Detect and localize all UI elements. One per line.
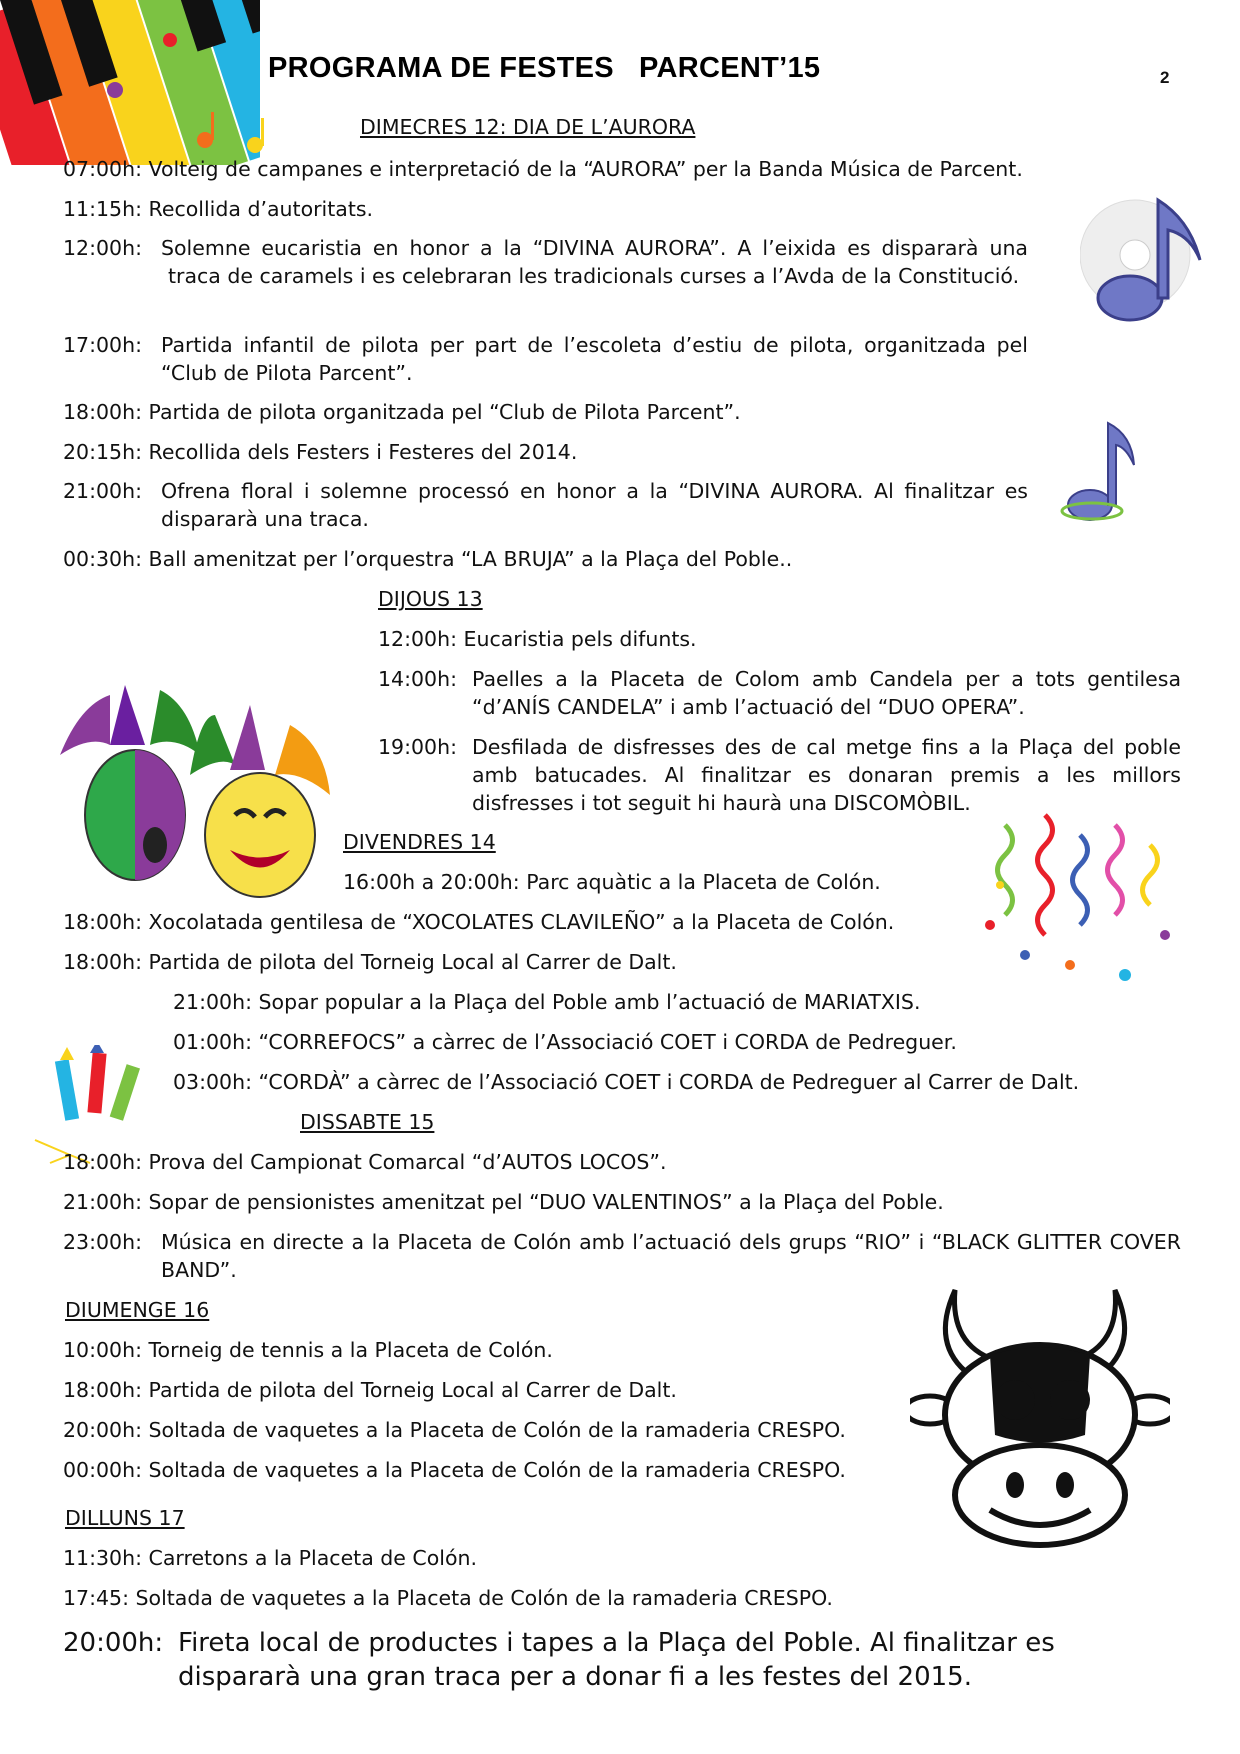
- item-time: 12:00h:: [63, 236, 142, 260]
- item-text: Ofrena floral i solemne processó en honor a la “DIVINA AURORA. Al finalitzar es dispararà una traca.: [161, 479, 1028, 531]
- schedule-item: [378, 665, 1181, 721]
- item-text: Torneig de tennis a la Placeta de Colón.: [148, 1338, 553, 1362]
- item-text: Soltada de vaquetes a la Placeta de Colón de la ramaderia CRESPO.: [148, 1458, 846, 1482]
- item-time: 14:00h:: [378, 667, 457, 691]
- schedule-item: [63, 398, 1063, 426]
- item-time: 21:00h:: [63, 1190, 142, 1214]
- item-text: Eucaristia pels difunts.: [463, 627, 697, 651]
- schedule-item: [63, 1336, 903, 1364]
- schedule-item: [378, 625, 1178, 653]
- schedule-item: [63, 908, 973, 936]
- item-text: Desfilada de disfresses des de cal metge fins a la Plaça del poble amb batucades. Al finalitzar es donaran premis a les millors disfresses i tot seguit hi haurà una DISCOMÒBIL.: [472, 735, 1181, 815]
- item-time: 23:00h:: [63, 1230, 142, 1254]
- schedule-item: [63, 1188, 1063, 1216]
- item-time: 17:45:: [63, 1586, 129, 1610]
- item-text: Partida de pilota del Torneig Local al Carrer de Dalt.: [148, 950, 677, 974]
- item-time: 19:00h:: [378, 735, 457, 759]
- schedule-item: [63, 331, 1028, 387]
- fireworks-image: [30, 1045, 150, 1165]
- item-time: 16:00h a 20:00h:: [343, 870, 520, 894]
- item-text: Soltada de vaquetes a la Placeta de Colón de la ramaderia CRESPO.: [148, 1418, 846, 1442]
- schedule-item: [63, 155, 1103, 183]
- item-text: Partida de pilota del Torneig Local al Carrer de Dalt.: [148, 1378, 677, 1402]
- item-text: Partida infantil de pilota per part de l’escoleta d’estiu de pilota, organitzada pel “Club de Pilota Parcent”.: [161, 333, 1028, 385]
- schedule-item: [63, 1416, 903, 1444]
- item-text: Fireta local de productes i tapes a la Plaça del Poble. Al finalitzar es dispararà una gran traca per a donar fi a les festes del 2015.: [178, 1628, 1055, 1692]
- day-heading-dimecres: DIMECRES 12: DIA DE L’AURORA: [360, 115, 696, 139]
- schedule-item: [63, 1148, 963, 1176]
- schedule-item: [63, 438, 1063, 466]
- schedule-item: [343, 868, 983, 896]
- day-heading-diumenge: DIUMENGE 16: [65, 1298, 210, 1322]
- item-text: Música en directe a la Placeta de Colón amb l’actuació dels grups “RIO” i “BLACK GLITTER COVER BAND”.: [161, 1230, 1181, 1282]
- item-text: Recollida dels Festers i Festeres del 2014.: [148, 440, 578, 464]
- day-heading-divendres: DIVENDRES 14: [343, 830, 496, 854]
- day-heading-dilluns: DILLUNS 17: [65, 1506, 185, 1530]
- schedule-item: [63, 1456, 903, 1484]
- item-text: Solemne eucaristia en honor a la “DIVINA AURORA”. A l’eixida es dispararà una traca de caramels i es celebraran les tradicionals curses a l’Avda de la Constitució.: [161, 236, 1028, 288]
- schedule-item: [173, 1028, 1073, 1056]
- item-text: Partida de pilota organitzada pel “Club de Pilota Parcent”.: [148, 400, 741, 424]
- item-time: 20:00h:: [63, 1418, 142, 1442]
- page-title: PROGRAMA DE FESTES PARCENT’15: [268, 52, 821, 84]
- music-note-image: [1080, 190, 1215, 330]
- item-time: 03:00h:: [173, 1070, 252, 1094]
- item-text: Ball amenitzat per l’orquestra “LA BRUJA” a la Plaça del Poble..: [148, 547, 793, 571]
- item-time: 17:00h:: [63, 333, 142, 357]
- item-text: Sopar de pensionistes amenitzat pel “DUO VALENTINOS” a la Plaça del Poble.: [148, 1190, 944, 1214]
- carnival-masks-image: [50, 675, 340, 900]
- item-text: Sopar popular a la Plaça del Poble amb l’actuació de MARIATXIS.: [258, 990, 921, 1014]
- item-text: Paelles a la Placeta de Colom amb Candela per a tots gentilesa “d’ANÍS CANDELA” i amb l’actuació del “DUO OPERA”.: [472, 667, 1181, 719]
- day-heading-dijous: DIJOUS 13: [378, 587, 483, 611]
- item-text: Soltada de vaquetes a la Placeta de Colón de la ramaderia CRESPO.: [135, 1586, 833, 1610]
- item-text: Xocolatada gentilesa de “XOCOLATES CLAVILEÑO” a la Placeta de Colón.: [148, 910, 895, 934]
- schedule-item: [63, 1228, 1181, 1284]
- item-text: Recollida d’autoritats.: [148, 197, 374, 221]
- schedule-item: [378, 733, 1181, 817]
- schedule-item: [173, 988, 1073, 1016]
- item-text: Prova del Campionat Comarcal “d’AUTOS LOCOS”.: [148, 1150, 667, 1174]
- item-text: “CORREFOCS” a càrrec de l’Associació COET i CORDA de Pedreguer.: [258, 1030, 957, 1054]
- music-note-small-image: [1060, 415, 1140, 530]
- schedule-item: [63, 948, 973, 976]
- item-time: 07:00h:: [63, 157, 142, 181]
- schedule-item: [173, 1068, 1173, 1096]
- item-time: 00:30h:: [63, 547, 142, 571]
- item-time: 20:15h:: [63, 440, 142, 464]
- item-time: 00:00h:: [63, 1458, 142, 1482]
- item-time: 11:30h:: [63, 1546, 142, 1570]
- schedule-item: [63, 1376, 903, 1404]
- item-text: Parc aquàtic a la Placeta de Colón.: [526, 870, 881, 894]
- item-time: 20:00h:: [63, 1628, 164, 1658]
- schedule-item-final: [63, 1626, 1183, 1694]
- item-time: 18:00h:: [63, 1150, 142, 1174]
- item-time: 21:00h:: [63, 479, 142, 503]
- item-time: 18:00h:: [63, 1378, 142, 1402]
- item-text: Volteig de campanes e interpretació de la “AURORA” per la Banda Música de Parcent.: [148, 157, 1023, 181]
- item-time: 18:00h:: [63, 400, 142, 424]
- item-time: 18:00h:: [63, 910, 142, 934]
- schedule-item: [63, 545, 1063, 573]
- item-time: 10:00h:: [63, 1338, 142, 1362]
- item-time: 12:00h:: [378, 627, 457, 651]
- confetti-image: [975, 805, 1185, 990]
- cow-cartoon-image: [910, 1285, 1170, 1555]
- page-number: 2: [1160, 68, 1170, 87]
- schedule-item: [63, 234, 1028, 290]
- item-text: “CORDÀ” a càrrec de l’Associació COET i CORDA de Pedreguer al Carrer de Dalt.: [258, 1070, 1080, 1094]
- schedule-item: [63, 1584, 963, 1612]
- item-text: Carretons a la Placeta de Colón.: [148, 1546, 478, 1570]
- day-heading-dissabte: DISSABTE 15: [300, 1110, 435, 1134]
- schedule-item: [63, 195, 1063, 223]
- item-time: 11:15h:: [63, 197, 142, 221]
- item-time: 18:00h:: [63, 950, 142, 974]
- schedule-item: [63, 1544, 903, 1572]
- item-time: 21:00h:: [173, 990, 252, 1014]
- schedule-item: [63, 477, 1028, 533]
- item-time: 01:00h:: [173, 1030, 252, 1054]
